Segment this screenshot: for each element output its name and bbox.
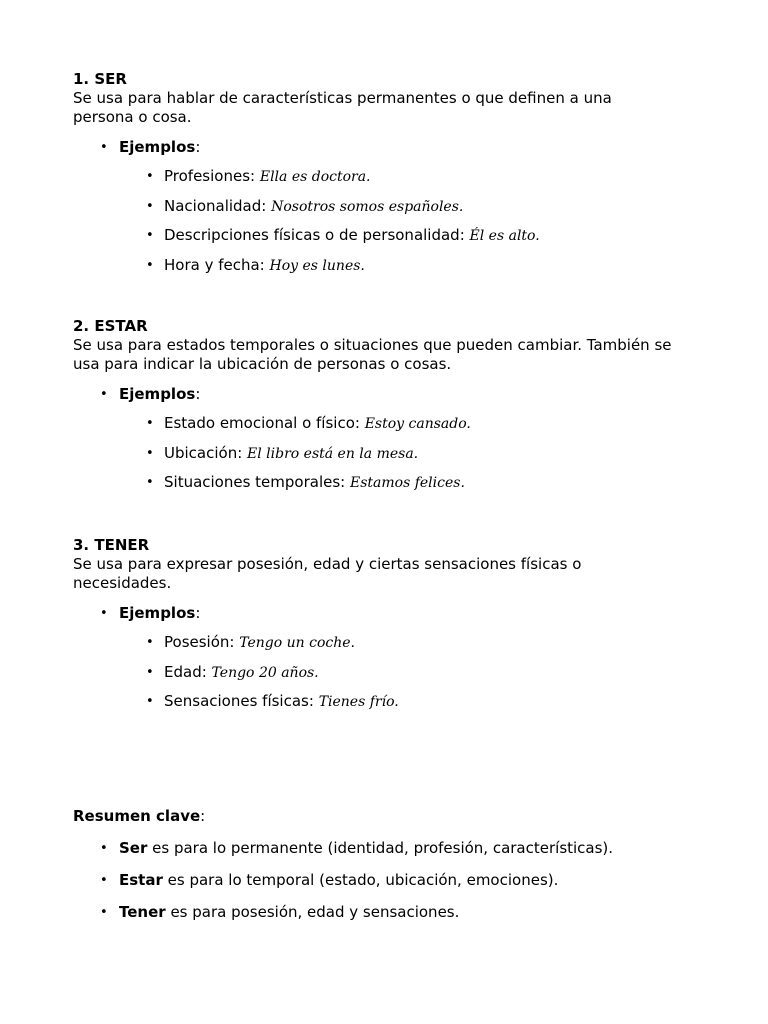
examples-colon: : <box>195 604 201 622</box>
examples-list <box>73 138 713 276</box>
examples-label: Ejemplos <box>119 385 196 403</box>
section-heading: 2. ESTAR <box>73 317 148 335</box>
example-text: Estamos felices. <box>350 475 465 491</box>
list-item <box>119 692 713 712</box>
example-text: El libro está en la mesa. <box>247 445 419 462</box>
section-description: Se usa para expresar posesión, edad y ciertas sensaciones físicas o necesidades. <box>73 555 582 592</box>
examples-label-item <box>73 138 713 276</box>
examples-label: Ejemplos <box>119 138 196 156</box>
list-item <box>119 256 713 276</box>
example-label: Hora y fecha: <box>164 255 270 274</box>
summary-title-line <box>73 807 713 826</box>
examples-list <box>73 385 713 493</box>
section-description: Se usa para estados temporales o situaciones que pueden cambiar. También se usa para indicar la ubicación de personas o cosas. <box>73 336 672 373</box>
section-description: Se usa para hablar de características permanentes o que definen a una persona o cosa. <box>73 89 612 126</box>
example-label: Profesiones: <box>164 167 260 185</box>
summary-term: Tener <box>119 903 166 921</box>
examples-sublist <box>119 167 713 276</box>
examples-sublist <box>119 633 713 712</box>
list-item <box>119 444 713 464</box>
list-item <box>119 633 713 653</box>
example-text: Él es alto. <box>469 228 540 244</box>
list-item <box>73 903 713 922</box>
section-tener <box>73 536 713 722</box>
example-text: Tienes frío. <box>318 694 399 710</box>
section-estar <box>73 317 713 503</box>
example-label: Estado emocional o físico: <box>164 414 365 432</box>
list-item <box>119 167 713 187</box>
examples-colon: : <box>195 138 201 156</box>
list-item <box>119 226 713 246</box>
example-text: Hoy es lunes. <box>269 257 365 274</box>
summary-list <box>73 839 713 922</box>
example-text: Tengo 20 años. <box>211 664 319 681</box>
section-heading: 1. SER <box>73 70 127 88</box>
summary-text: es para posesión, edad y sensaciones. <box>165 903 460 921</box>
list-item <box>119 663 713 683</box>
list-item <box>119 197 713 217</box>
summary-title: Resumen clave <box>73 807 201 825</box>
examples-sublist <box>119 414 713 493</box>
section-ser <box>73 70 713 285</box>
example-label: Descripciones físicas o de personalidad: <box>164 226 470 244</box>
list-item <box>73 839 713 858</box>
example-label: Ubicación: <box>164 443 248 462</box>
list-item <box>119 473 713 493</box>
examples-label: Ejemplos <box>119 604 196 622</box>
example-label: Edad: <box>164 662 212 681</box>
list-item <box>73 871 713 890</box>
examples-label-item <box>73 385 713 493</box>
summary-colon: : <box>200 807 206 825</box>
summary-text: es para lo permanente (identidad, profesión, características). <box>147 839 614 857</box>
example-label: Posesión: <box>164 633 240 651</box>
example-label: Sensaciones físicas: <box>164 692 319 710</box>
example-label: Nacionalidad: <box>164 196 272 215</box>
summary-text: es para lo temporal (estado, ubicación, emociones). <box>162 871 559 889</box>
summary-term: Estar <box>119 871 163 889</box>
example-text: Nosotros somos españoles. <box>271 198 464 215</box>
example-text: Ella es doctora. <box>259 169 371 185</box>
list-item <box>119 414 713 434</box>
example-text: Estoy cansado. <box>364 416 471 432</box>
examples-list <box>73 604 713 712</box>
example-text: Tengo un coche. <box>239 635 355 651</box>
summary-section <box>73 807 713 922</box>
examples-label-item <box>73 604 713 712</box>
summary-term: Ser <box>119 839 148 857</box>
section-heading: 3. TENER <box>73 536 150 554</box>
examples-colon: : <box>195 385 201 403</box>
example-label: Situaciones temporales: <box>164 473 350 491</box>
